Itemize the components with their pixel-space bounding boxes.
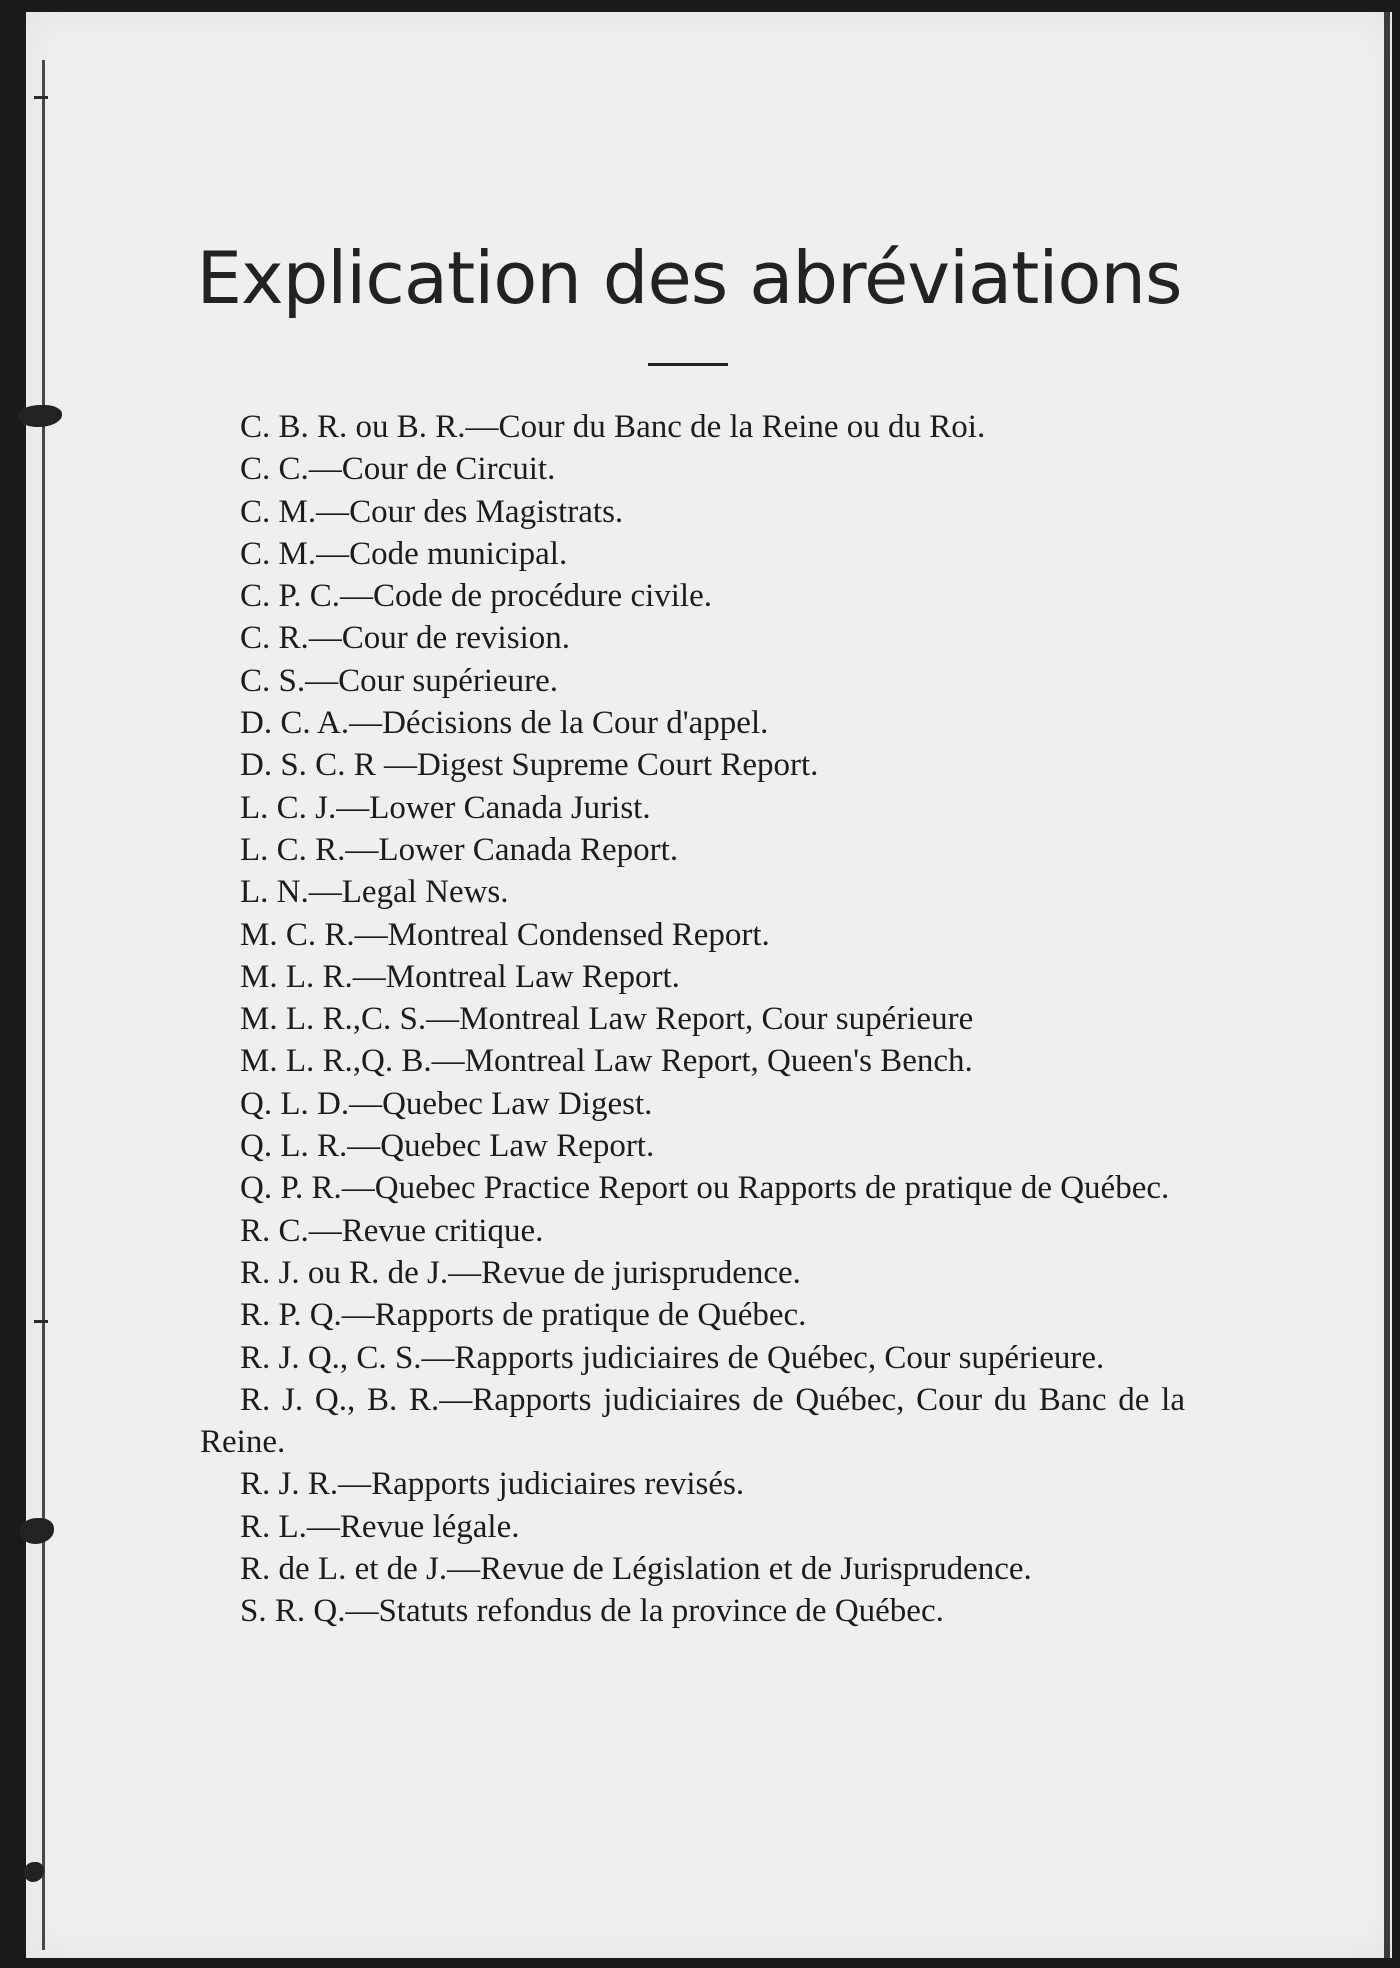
- title-rule: [648, 363, 728, 366]
- abbreviation-entry: R. J. R.—Rapports judiciaires revisés.: [240, 1466, 745, 1503]
- abbreviation-entry: R. J. ou R. de J.—Revue de jurisprudence.: [240, 1254, 801, 1291]
- binding-tick: [34, 96, 48, 99]
- abbreviation-entry: L. C. R.—Lower Canada Report.: [240, 831, 679, 868]
- abbreviation-entry: R. L.—Revue légale.: [240, 1508, 520, 1545]
- abbreviation-entry: C. M.—Code municipal.: [240, 535, 568, 572]
- abbreviation-list: [200, 406, 1185, 1633]
- abbreviation-entry: C. C.—Cour de Circuit.: [240, 451, 556, 488]
- abbreviation-entry: R. de L. et de J.—Revue de Législation et de Jurisprudence.: [240, 1551, 1032, 1588]
- abbreviation-entry: D. S. C. R —Digest Supreme Court Report.: [240, 747, 819, 784]
- abbreviation-entry: Q. P. R.—Quebec Practice Report ou Rapports de pratique de Québec.: [240, 1170, 1170, 1207]
- binding-tick: [34, 1320, 48, 1323]
- abbreviation-entry: L. N.—Legal News.: [240, 874, 509, 911]
- abbreviation-entry: R. J. Q., B. R.—Rapports judiciaires de Québec, Cour du Banc de la Reine.: [200, 1381, 1185, 1461]
- abbreviation-entry: R. P. Q.—Rapports de pratique de Québec.: [240, 1297, 807, 1334]
- abbreviation-entry: R. J. Q., C. S.—Rapports judiciaires de Québec, Cour supérieure.: [240, 1339, 1105, 1376]
- abbreviation-entry: M. L. R.—Montreal Law Report.: [240, 958, 680, 995]
- abbreviation-entry: M. C. R.—Montreal Condensed Report.: [240, 916, 770, 953]
- abbreviation-entry: Q. L. D.—Quebec Law Digest.: [240, 1085, 653, 1122]
- abbreviation-entry: C. M.—Cour des Magistrats.: [240, 493, 624, 530]
- abbreviation-entry: R. C.—Revue critique.: [240, 1212, 544, 1249]
- page-edge: [1384, 12, 1390, 1958]
- abbreviation-entry: L. C. J.—Lower Canada Jurist.: [240, 789, 651, 826]
- abbreviation-entry: C. S.—Cour supérieure.: [240, 662, 559, 699]
- abbreviation-entry: S. R. Q.—Statuts refondus de la province de Québec.: [240, 1593, 944, 1630]
- page-title: Explication des abréviations: [196, 236, 1182, 320]
- binding-line: [42, 60, 45, 1950]
- abbreviation-entry: C. P. C.—Code de procédure civile.: [240, 578, 712, 615]
- abbreviation-entry: M. L. R.,C. S.—Montreal Law Report, Cour supérieure: [240, 1001, 974, 1038]
- abbreviation-entry: Q. L. R.—Quebec Law Report.: [240, 1128, 655, 1165]
- abbreviation-entry: D. C. A.—Décisions de la Cour d'appel.: [240, 705, 769, 742]
- abbreviation-entry: C. R.—Cour de revision.: [240, 620, 570, 657]
- abbreviation-entry: M. L. R.,Q. B.—Montreal Law Report, Queen's Bench.: [240, 1043, 973, 1080]
- abbreviation-entry: C. B. R. ou B. R.—Cour du Banc de la Reine ou du Roi.: [240, 409, 986, 445]
